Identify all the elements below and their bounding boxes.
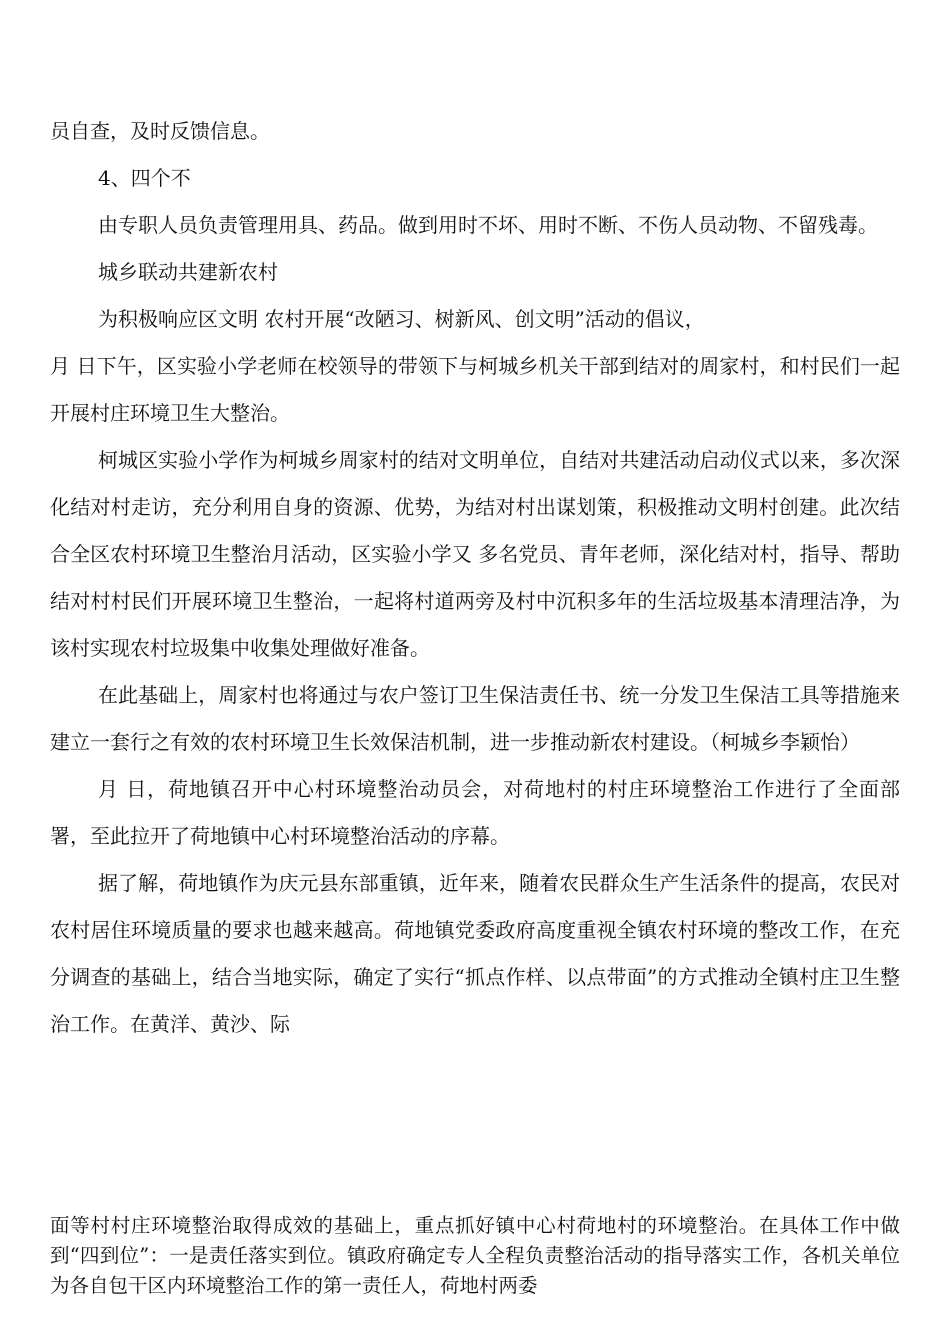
paragraph-self-check: 员自查，及时反馈信息。 [50,119,270,143]
document-body [50,108,900,1048]
heading-urban-rural-linkage: 城乡联动共建新农村 [98,260,278,284]
paragraph-cleaning-mechanism: 在此基础上，周家村也将通过与农户签订卫生保洁责任书、统一分发卫生保洁工具等措施来建立一套行之有效的农村环境卫生长效保洁机制，进一步推动新农村建设。（柯城乡李颖怡） [50,683,900,754]
document-continuation [50,1211,900,1301]
heading-four-nots: 4、四个不 [98,166,191,190]
paragraph-mobilization-meeting: 月 日，荷地镇召开中心村环境整治动员会，对荷地村的村庄环境整治工作进行了全面部署，至此拉开了荷地镇中心村环境整治活动的序幕。 [50,777,900,848]
paragraph-four-in-place: 面等村村庄环境整治取得成效的基础上，重点抓好镇中心村荷地村的环境整治。在具体工作中做到“四到位”：一是责任落实到位。镇政府确定专人全程负责整治活动的指导落实工作，各机关单位为各自包干区内环境整治工作的第一责任人，荷地村两委 [50,1214,900,1297]
paragraph-teachers-cleanup: 月 日下午，区实验小学老师在校领导的带领下与柯城乡机关干部到结对的周家村，和村民们一起开展村庄环境卫生大整治。 [50,354,900,425]
paragraph-hedi-town: 据了解，荷地镇作为庆元县东部重镇，近年来，随着农民群众生产生活条件的提高，农民对农村居住环境质量的要求也越来越高。荷地镇党委政府高度重视全镇农村环境的整改工作，在充分调查的基础上，结合当地实际，确定了实行“抓点作样、以点带面”的方式推动全镇村庄卫生整治工作。在黄洋、黄沙、际 [50,871,900,1036]
paragraph-equipment-management: 由专职人员负责管理用具、药品。做到用时不坏、用时不断、不伤人员动物、不留残毒。 [98,213,878,237]
paragraph-paired-unit: 柯城区实验小学作为柯城乡周家村的结对文明单位，自结对共建活动启动仪式以来，多次深化结对村走访，充分利用自身的资源、优势，为结对村出谋划策，积极推动文明村创建。此次结合全区农村环境卫生整治月活动，区实验小学又 多名党员、青年老师，深化结对村，指导、帮助结对村村民们开展环境卫生整治，一起将村道两旁及村中沉积多年的生活垃圾基本清理洁净，为该村实现农村垃圾集中收集处理做好准备。 [50,448,900,660]
paragraph-civilization-initiative: 为积极响应区文明 农村开展“改陋习、树新风、创文明”活动的倡议， [98,307,705,331]
